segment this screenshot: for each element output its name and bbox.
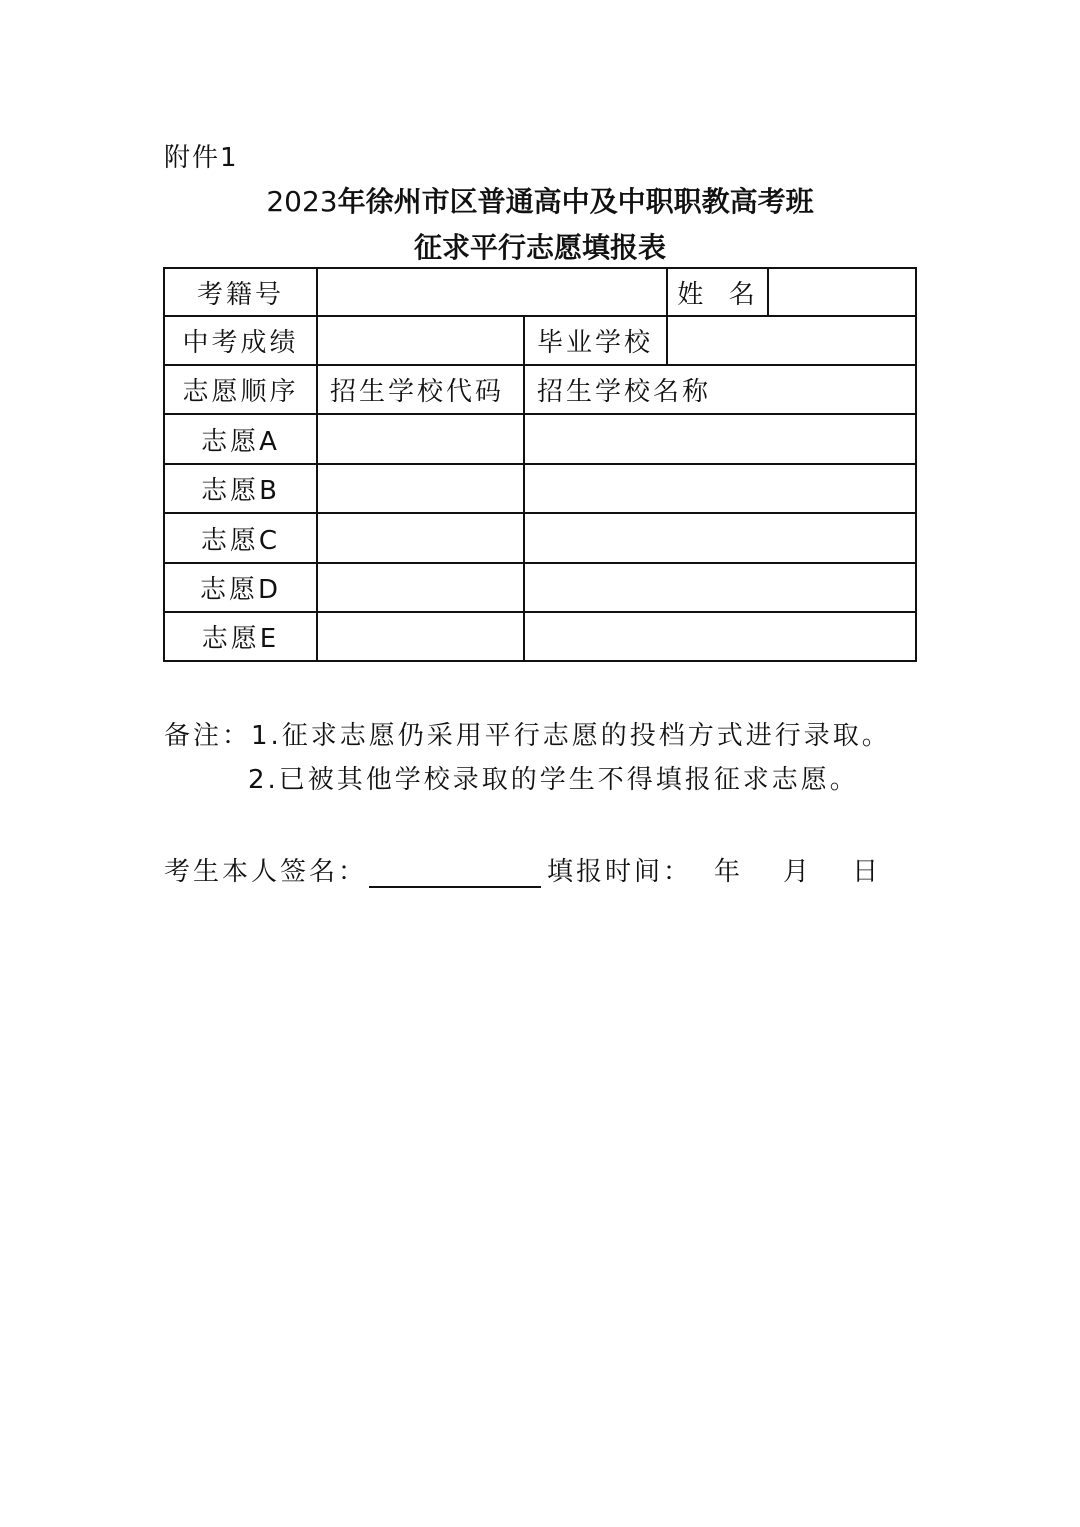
graduation-school-label: 毕业学校 [537, 328, 654, 358]
choice-a-code-field[interactable] [318, 415, 523, 463]
choice-order-header: 志愿顺序 [182, 377, 299, 407]
date-label: 填报时间： [547, 857, 693, 887]
signature-label: 考生本人签名： [164, 857, 368, 887]
choice-a-name-field[interactable] [525, 415, 915, 463]
choice-c-code-field[interactable] [318, 514, 523, 562]
exam-score-label: 中考成绩 [182, 328, 299, 358]
note-line-2: 2.已被其他学校录取的学生不得填报征求志愿。 [248, 765, 859, 795]
choice-e-name-field[interactable] [525, 613, 915, 660]
signature-line[interactable] [369, 856, 541, 888]
name-label: 姓 名 [677, 279, 758, 310]
exam-id-field[interactable] [318, 269, 666, 315]
school-name-header: 招生学校名称 [537, 377, 712, 407]
exam-score-field[interactable] [318, 317, 523, 364]
choice-b-code-field[interactable] [318, 465, 523, 512]
date-month: 月 [783, 857, 813, 887]
choice-b-label: 志愿B [201, 476, 280, 506]
choice-d-name-field[interactable] [525, 564, 915, 611]
choice-e-label: 志愿E [201, 624, 280, 654]
date-day: 日 [852, 857, 882, 887]
choice-a-label: 志愿A [201, 426, 280, 457]
form-title-line-2: 征求平行志愿填报表 [413, 231, 666, 264]
title-year: 2023 [266, 185, 338, 218]
attachment-label: 附件1 [164, 143, 239, 173]
choice-b-name-field[interactable] [525, 465, 915, 512]
choice-d-label: 志愿D [199, 575, 282, 605]
choice-c-name-field[interactable] [525, 514, 915, 562]
exam-id-label: 考籍号 [196, 279, 284, 310]
date-year: 年 [714, 857, 744, 887]
name-field[interactable] [769, 269, 915, 315]
choice-e-code-field[interactable] [318, 613, 523, 660]
application-form-table [163, 267, 917, 662]
note-line-1: 备注：1.征求志愿仍采用平行志愿的投档方式进行录取。 [164, 721, 891, 751]
choice-d-code-field[interactable] [318, 564, 523, 611]
school-code-header: 招生学校代码 [330, 377, 505, 407]
signature-section [164, 850, 881, 894]
graduation-school-field[interactable] [668, 317, 915, 364]
form-title-line-1 [0, 182, 1080, 222]
choice-c-label: 志愿C [200, 525, 281, 556]
title-line-1-text: 年徐州市区普通高中及中职职教高考班 [337, 185, 814, 218]
